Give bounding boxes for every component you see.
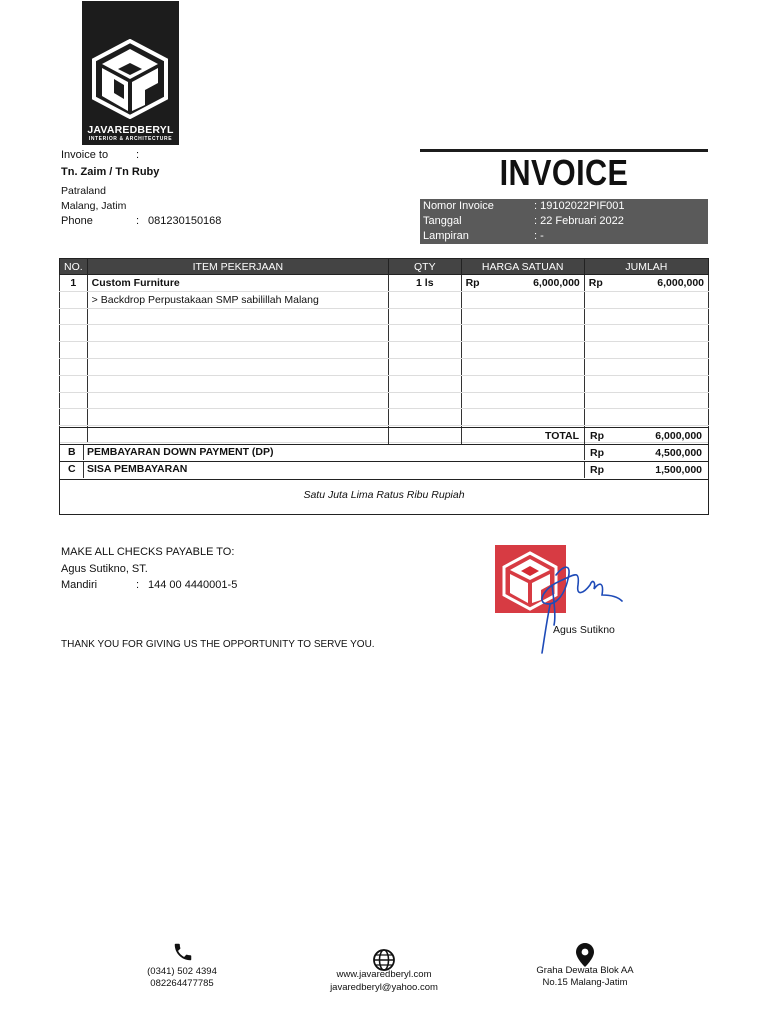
table-row (60, 358, 709, 375)
header-qty: QTY (389, 259, 462, 275)
dp-code: B (68, 446, 76, 458)
total-currency: Rp (590, 430, 604, 442)
row-total-currency: Rp (588, 276, 603, 289)
invoice-to-colon: : (136, 149, 140, 161)
table-header-row (60, 259, 709, 275)
amount-in-words: Satu Juta Lima Ratus Ribu Rupiah (59, 479, 709, 515)
client-address-line2: Malang, Jatim (61, 200, 127, 212)
phone-icon (172, 941, 194, 963)
total-label: TOTAL (545, 430, 580, 442)
total-value: 6,000,000 (655, 430, 702, 442)
meta-number-label: Nomor Invoice (423, 200, 494, 212)
dp-currency: Rp (590, 447, 604, 459)
header-item: ITEM PEKERJAAN (87, 259, 388, 275)
thanks-note: THANK YOU FOR GIVING US THE OPPORTUNITY TO SERVE YOU. (61, 639, 375, 650)
row-price-currency: Rp (465, 276, 480, 289)
meta-attachment-label: Lampiran (423, 230, 469, 242)
row-qty: 1 ls (389, 275, 462, 292)
invoice-to-label: Invoice to (61, 149, 109, 161)
payable-heading: MAKE ALL CHECKS PAYABLE TO: (61, 546, 235, 558)
remaining-value: 1,500,000 (655, 464, 702, 476)
cube-logo-icon (90, 39, 171, 119)
remaining-label: SISA PEMBAYARAN (87, 463, 188, 475)
invoice-meta (420, 199, 708, 244)
client-name: Tn. Zaim / Tn Ruby (61, 166, 160, 178)
row-item: Custom Furniture (87, 275, 388, 292)
bank-colon: : (136, 579, 140, 591)
payee-name: Agus Sutikno, ST. (61, 563, 148, 575)
table-row (60, 392, 709, 409)
meta-date-label: Tanggal (423, 215, 462, 227)
row-price: 6,000,000 (533, 276, 580, 289)
table-row (60, 342, 709, 359)
header-price: HARGA SATUAN (461, 259, 584, 275)
company-stamp-and-signature (494, 545, 634, 657)
brand-tagline: INTERIOR & ARCHITECTURE (88, 136, 173, 142)
client-phone: 081230150168 (148, 215, 222, 227)
header-total: JUMLAH (584, 259, 708, 275)
header-no: NO. (60, 259, 88, 275)
remaining-currency: Rp (590, 464, 604, 476)
dp-label: PEMBAYARAN DOWN PAYMENT (DP) (87, 446, 274, 458)
remaining-row (59, 462, 709, 480)
row-price-cell (461, 275, 584, 292)
table-row (60, 291, 709, 308)
table-row (60, 409, 709, 426)
bank-label: Mandiri (61, 579, 98, 591)
brand-name: JAVAREDBERYL (87, 124, 174, 136)
meta-attachment-value: : - (534, 230, 544, 242)
signer-name: Agus Sutikno (553, 624, 615, 636)
footer-phone-2: 082264477785 (150, 978, 214, 989)
footer-address-1: Graha Dewata Blok AA (536, 965, 634, 976)
meta-number-value: : 19102022PIF001 (534, 200, 625, 212)
client-address-line1: Patraland (61, 185, 106, 197)
meta-date-value: : 22 Februari 2022 (534, 215, 624, 227)
row-no: 1 (60, 275, 88, 292)
down-payment-row (59, 445, 709, 462)
table-row (60, 375, 709, 392)
remaining-code: C (68, 463, 76, 475)
phone-colon: : (136, 215, 140, 227)
bank-account: 144 00 4440001-5 (148, 579, 238, 591)
table-row (60, 275, 709, 292)
row-total-cell (584, 275, 708, 292)
row-total: 6,000,000 (657, 276, 704, 289)
table-row (60, 308, 709, 325)
invoice-title: INVOICE (499, 152, 629, 193)
company-logo (82, 1, 179, 145)
footer-website-link[interactable]: www.javaredberyl.com (336, 969, 432, 980)
location-pin-icon (576, 943, 594, 967)
total-row (59, 427, 709, 445)
footer-email[interactable]: javaredberyl@yahoo.com (330, 982, 438, 993)
row-item-description: > Backdrop Perpustakaan SMP sabilillah Malang (87, 291, 388, 308)
footer-address-2: No.15 Malang-Jatim (542, 977, 628, 988)
dp-value: 4,500,000 (655, 447, 702, 459)
table-row (60, 325, 709, 342)
phone-label: Phone (61, 215, 93, 227)
items-table (59, 258, 709, 443)
footer-phone-1: (0341) 502 4394 (147, 966, 217, 977)
